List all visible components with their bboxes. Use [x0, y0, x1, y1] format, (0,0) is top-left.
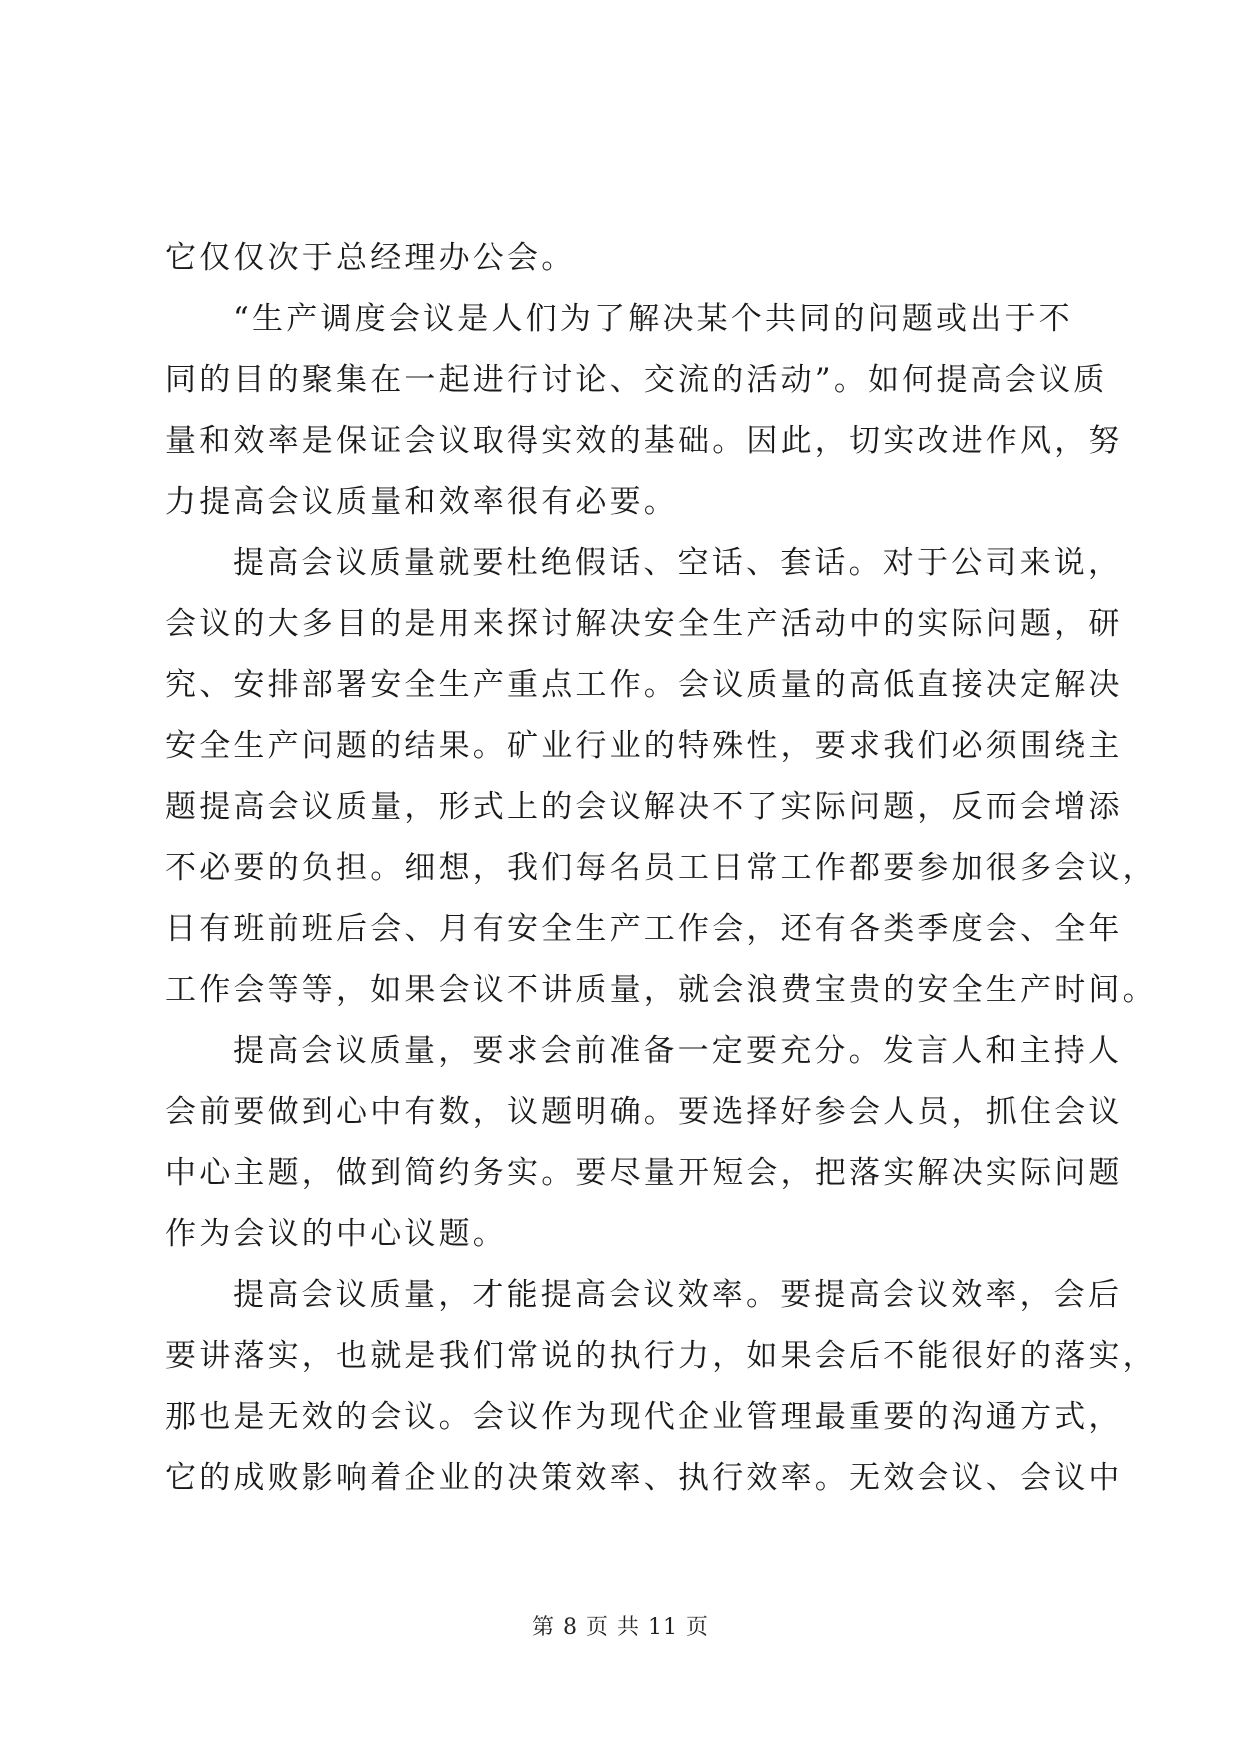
- text-line: 会前要做到心中有数，议题明确。要选择好参会人员，抓住会议: [165, 1094, 1123, 1130]
- text-line: 中心主题，做到简约务实。要尽量开短会，把落实解决实际问题: [165, 1155, 1123, 1191]
- text-line: 不必要的负担。细想，我们每名员工日常工作都要参加很多会议，: [165, 850, 1157, 886]
- text-line: “生产调度会议是人们为了解决某个共同的问题或出于不: [233, 301, 1073, 337]
- text-line: 工作会等等，如果会议不讲质量，就会浪费宝贵的安全生产时间。: [165, 972, 1157, 1008]
- text-line: 日有班前班后会、月有安全生产工作会，还有各类季度会、全年: [165, 911, 1123, 947]
- text-line: 要讲落实，也就是我们常说的执行力，如果会后不能很好的落实，: [165, 1338, 1157, 1374]
- text-line: 量和效率是保证会议取得实效的基础。因此，切实改进作风，努: [165, 423, 1123, 459]
- text-line: 题提高会议质量，形式上的会议解决不了实际问题，反而会增添: [165, 789, 1123, 825]
- text-line: 它仅仅次于总经理办公会。: [165, 240, 576, 276]
- text-line: 作为会议的中心议题。: [165, 1216, 507, 1252]
- text-line: 那也是无效的会议。会议作为现代企业管理最重要的沟通方式，: [165, 1399, 1123, 1435]
- text-line: 会议的大多目的是用来探讨解决安全生产活动中的实际问题，研: [165, 606, 1123, 642]
- text-line: 提高会议质量，才能提高会议效率。要提高会议效率，会后: [233, 1277, 1123, 1313]
- page-footer: 第 8 页 共 11 页: [532, 1615, 709, 1640]
- text-line: 提高会议质量，要求会前准备一定要充分。发言人和主持人: [233, 1033, 1123, 1069]
- document-body: [165, 228, 1157, 1509]
- text-line: 提高会议质量就要杜绝假话、空话、套话。对于公司来说，: [233, 545, 1123, 581]
- text-line: 同的目的聚集在一起进行讨论、交流的活动”。如何提高会议质: [165, 362, 1108, 398]
- text-line: 安全生产问题的结果。矿业行业的特殊性，要求我们必须围绕主: [165, 728, 1123, 764]
- text-line: 力提高会议质量和效率很有必要。: [165, 484, 678, 520]
- text-line: 它的成败影响着企业的决策效率、执行效率。无效会议、会议中: [165, 1460, 1123, 1496]
- text-line: 究、安排部署安全生产重点工作。会议质量的高低直接决定解决: [165, 667, 1123, 703]
